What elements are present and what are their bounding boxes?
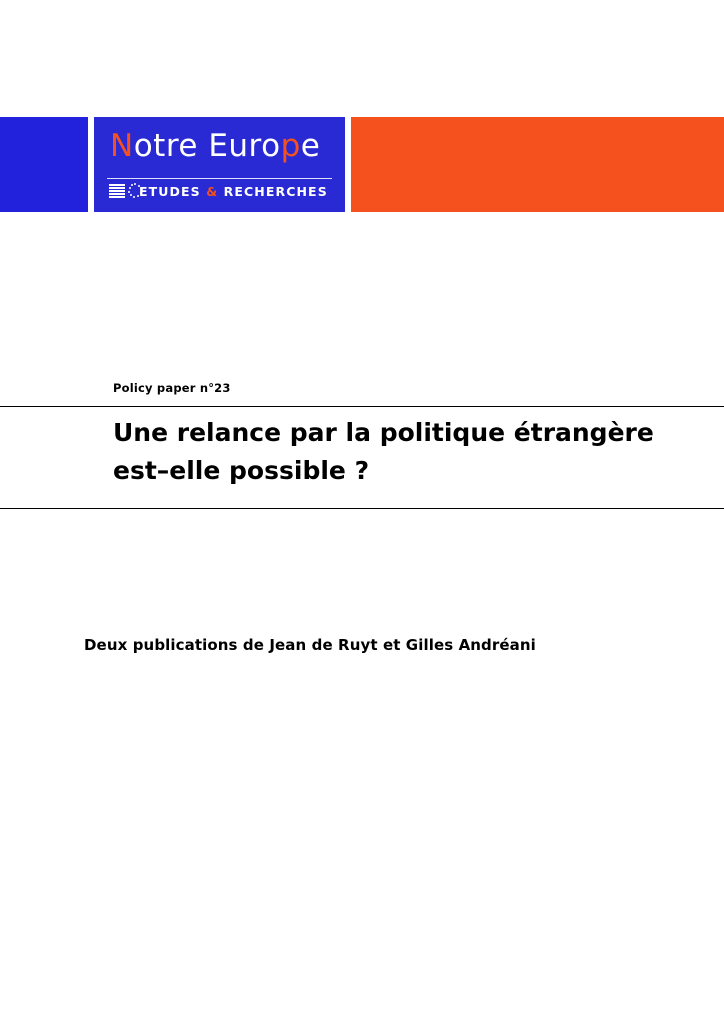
header-band [0,117,724,212]
logo-wordmark-initial: N [110,128,134,164]
logo-subtitle [139,184,328,199]
page-title [113,414,703,490]
logo-wordmark [110,128,320,164]
title-rule-top [0,406,724,407]
authors-line: Deux publications de Jean de Ruyt et Gilles Andréani [84,636,536,654]
page-title-line-2: est–elle possible ? [113,456,370,485]
logo-wordmark-accent-p: p [280,128,301,164]
logo-wordmark-suffix: e [300,128,321,164]
book-lines-icon [109,184,125,198]
logo-subtitle-amp: & [206,184,219,199]
logo-wordmark-mid: otre Euro [133,128,281,164]
page-title-line-1: Une relance par la politique étrangère [113,418,654,447]
logo-subtitle-right: RECHERCHES [218,184,328,199]
title-rule-bottom [0,508,724,509]
header-blue-block-left [0,117,88,212]
logo-inner-panel [99,122,340,207]
header-orange-block-right [351,117,724,212]
series-label: Policy paper n°23 [113,381,231,395]
logo-subtitle-left: ETUDES [139,184,207,199]
notre-europe-logo[interactable] [94,117,345,212]
logo-divider [107,178,332,179]
